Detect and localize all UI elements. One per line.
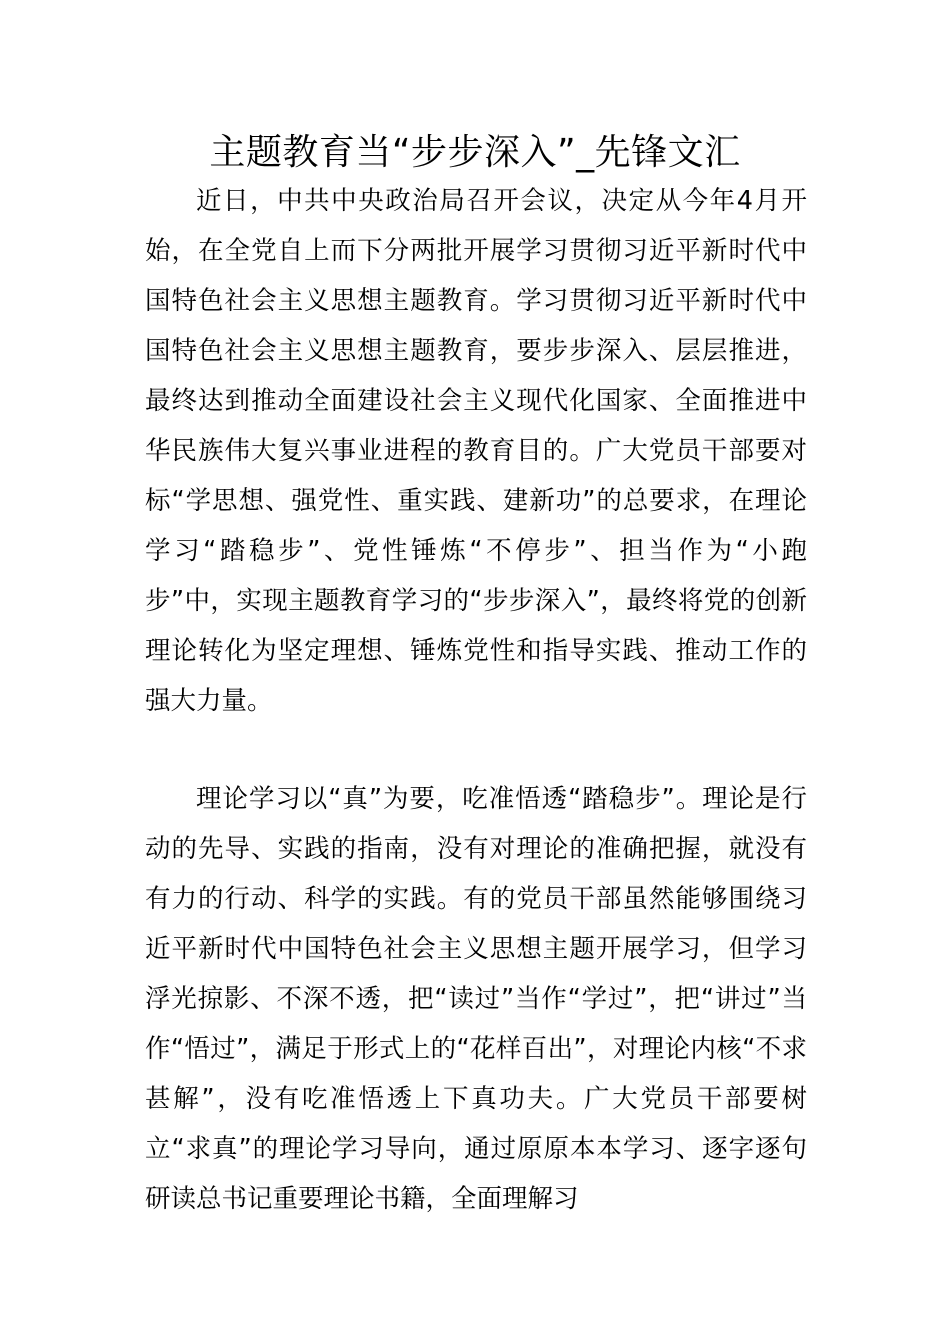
paragraph-2: 理论学习以“真”为要，吃准悟透“踏稳步”。理论是行动的先导、实践的指南，没有对理论的准确把握，就没有有力的行动、科学的实践。有的党员干部虽然能够围绕习近平新时代中国特色社会主义思想主题开展学习，但学习浮光掠影、不深不透，把“读过”当作“学过”，把“讲过”当作“悟过”，满足于形式上的“花样百出”，对理论内核“不求甚解”，没有吃准悟透上下真功夫。广大党员干部要树立“求真”的理论学习导向，通过原原本本学习、逐字逐句研读总书记重要理论书籍，全面理解习 xyxy=(145,784,807,1214)
document-title: 主题教育当“步步深入”_先锋文汇 xyxy=(209,132,741,173)
paragraph-1: 近日，中共中央政治局召开会议，决定从今年4月开始，在全党自上而下分两批开展学习贯彻习近平新时代中国特色社会主义思想主题教育。学习贯彻习近平新时代中国特色社会主义思想主题教育，要步步深入、层层推进，最终达到推动全面建设社会主义现代化国家、全面推进中华民族伟大复兴事业进程的教育目的。广大党员干部要对标“学思想、强党性、重实践、建新功”的总要求，在理论学习“踏稳步”、党性锤炼“不停步”、担当作为“小跑步”中，实现主题教育学习的“步步深入”，最终将党的创新理论转化为坚定理想、锤炼党性和指导实践、推动工作的强大力量。 xyxy=(145,186,807,716)
